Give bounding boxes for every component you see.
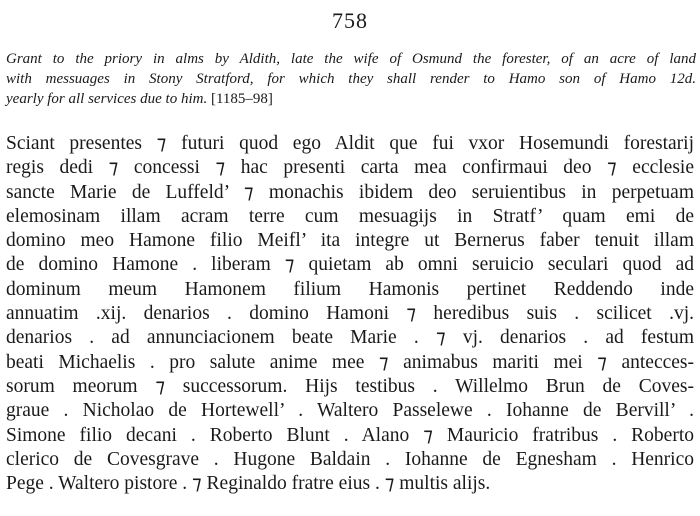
page-number: 758 <box>332 8 368 33</box>
charter-date: [1185–98] <box>210 91 273 107</box>
charter-line: domino meo Hamone filio Meifl’ ita integre ut Bernerus faber tenuit illam <box>6 230 694 252</box>
charter-line: regis dedi ⁊ concessi ⁊ hac presenti carta mea confirmaui deo ⁊ ecclesie <box>6 157 694 179</box>
charter-line: Pege . Waltero pistore . ⁊ Reginaldo fratre eius . ⁊ multis alijs. <box>6 473 491 495</box>
summary-line: with messuages in Stony Stratford, for which they shall render to Hamo son of Hamo 12d. <box>6 71 696 87</box>
summary-line-text: yearly for all services due to him. <box>6 91 208 107</box>
summary-line: Grant to the priory in alms by Aldith, late the wife of Osmund the forester, of an acre of land <box>6 51 696 67</box>
charter-line: de domino Hamone . liberam ⁊ quietam ab omni seruicio seculari quod ad <box>6 254 694 276</box>
charter-summary <box>6 49 696 109</box>
charter-text <box>6 132 694 496</box>
charter-line: sancte Marie de Luffeld’ ⁊ monachis ibidem deo seruientibus in perpetuam <box>6 181 694 203</box>
charter-line: graue . Nicholao de Hortewell’ . Waltero Passelewe . Iohanne de Bervill’ . <box>6 400 694 422</box>
charter-line: dominum meum Hamonem filium Hamonis pertinet Reddendo inde <box>6 278 694 300</box>
charter-line: elemosinam illam acram terre cum mesuagijs in Stratf’ quam emi de <box>6 205 694 227</box>
charter-line: Sciant presentes ⁊ futuri quod ego Aldit que fui vxor Hosemundi forestarij <box>6 133 694 154</box>
summary-last-line <box>6 89 696 109</box>
charter-line: Simone filio decani . Roberto Blunt . Alano ⁊ Mauricio fratribus . Roberto <box>6 424 694 446</box>
charter-line: clerico de Covesgrave . Hugone Baldain . Iohanne de Egnesham . Henrico <box>6 448 694 470</box>
charter-line: sorum meorum ⁊ successorum. Hijs testibus . Willelmo Brun de Coves- <box>6 375 694 397</box>
charter-line: denarios . ad annunciacionem beate Marie . ⁊ vj. denarios . ad festum <box>6 327 694 349</box>
charter-line: annuatim .xij. denarios . domino Hamoni ⁊ heredibus suis . scilicet .vj. <box>6 303 694 325</box>
charter-line: beati Michaelis . pro salute anime mee ⁊ animabus mariti mei ⁊ antecces- <box>6 351 694 373</box>
